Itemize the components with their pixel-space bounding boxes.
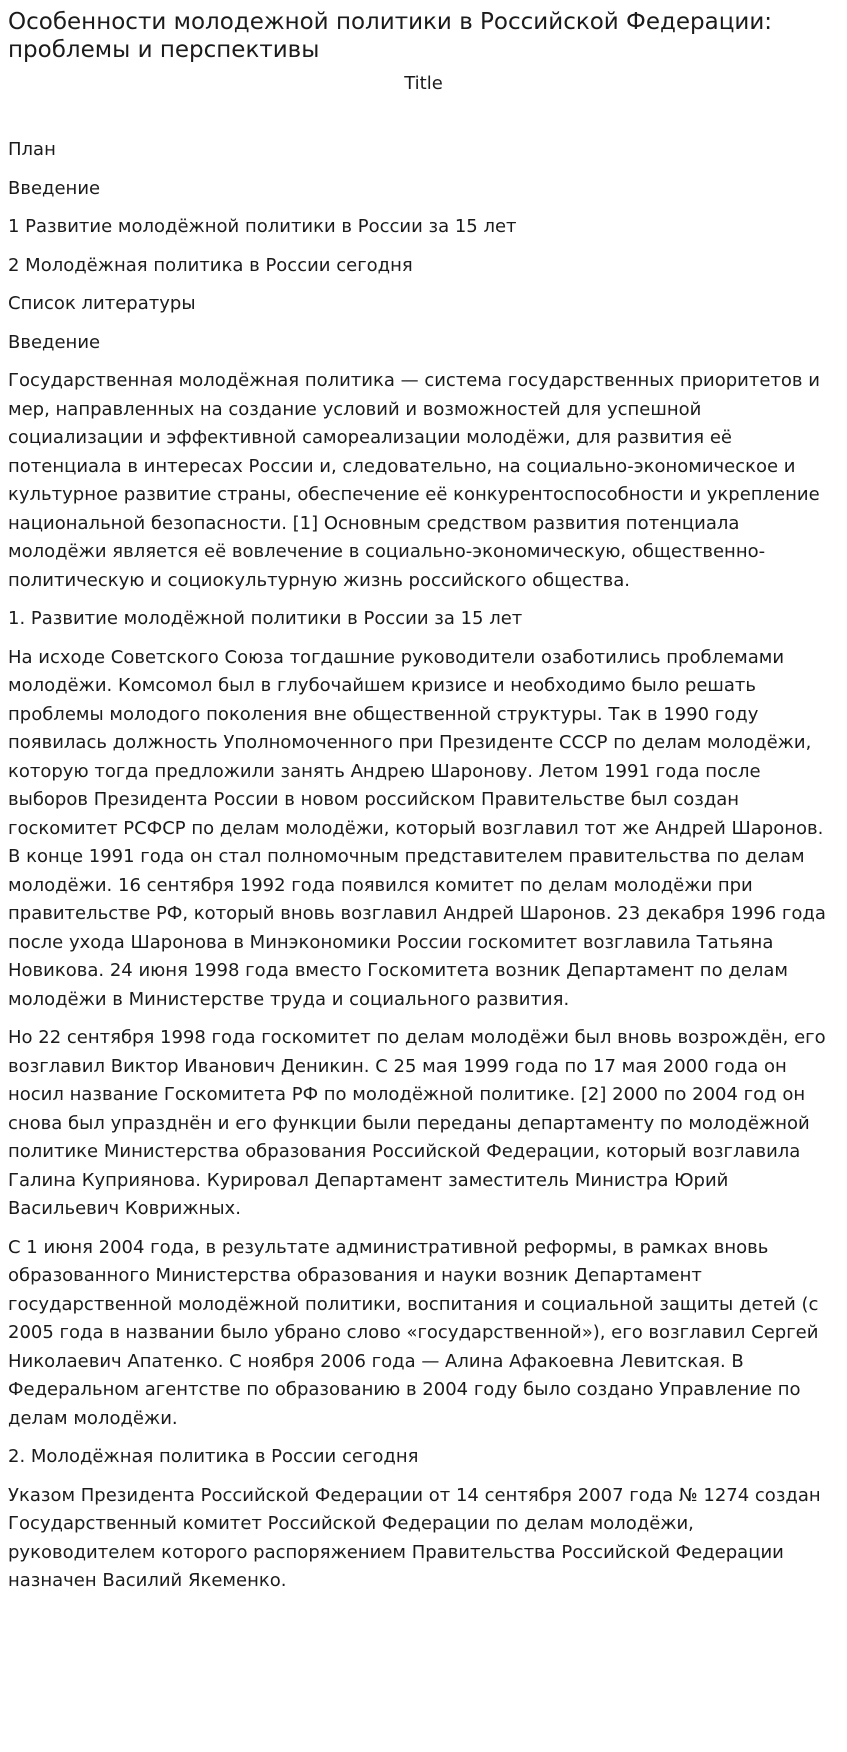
toc-item-introduction: Введение: [8, 177, 101, 199]
section-1-paragraph-2: Но 22 сентября 1998 года госкомитет по делам молодёжи был вновь возрождён, его возглавил Виктор Иванович Деникин. С 25 мая 1999 года по 17 мая 2000 года он носил название Госкомитета РФ по молодёжной политике. [2] 2000 по 2004 год он снова был упразднён и его функции были переданы департаменту по молодёжной политике Министерства образования Российской Федерации, который возглавила Галина Куприянова. Курировал Департамент заместитель Министра Юрий Васильевич Коврижных.: [8, 1027, 826, 1219]
toc-item-section-2: 2 Молодёжная политика в России сегодня: [8, 254, 413, 276]
document-heading: Особенности молодежной политики в Российской Федерации: проблемы и перспективы: [8, 9, 773, 63]
section-heading-2: 2. Молодёжная политика в России сегодня: [8, 1446, 419, 1467]
section-heading-introduction: Введение: [8, 331, 101, 353]
plan-label: План: [8, 139, 56, 160]
document-title: Title: [404, 73, 443, 94]
document-body: [8, 136, 839, 1596]
toc-item-references: Список литературы: [8, 293, 196, 314]
section-1-paragraph-1: На исходе Советского Союза тогдашние руководители озаботились проблемами молодёжи. Комсомол был в глубочайшем кризисе и необходимо было решать проблемы молодого поколения вне общественной структуры. Так в 1990 году появилась должность Уполномоченного при Президенте СССР по делам молодёжи, которую тогда предложили занять Андрею Шаронову. Летом 1991 года после выборов Президента России в новом российском Правительстве был создан госкомитет РСФСР по делам молодёжи, который возглавил тот же Андрей Шаронов. В конце 1991 года он стал полномочным представителем правительства по делам молодёжи. 16 сентября 1992 года появился комитет по делам молодёжи при правительстве РФ, который вновь возглавил Андрей Шаронов. 23 декабря 1996 года после ухода Шаронова в Минэкономики России госкомитет возглавила Татьяна Новикова. 24 июня 1998 года вместо Госкомитета возник Департамент по делам молодёжи в Министерстве труда и социального развития.: [8, 646, 826, 1010]
section-1-paragraph-3: С 1 июня 2004 года, в результате административной реформы, в рамках вновь образованного Министерства образования и науки возник Департамент государственной молодёжной политики, воспитания и социальной защиты детей (с 2005 года в названии было убрано слово «государственной»), его возглавил Сергей Николаевич Апатенко. С ноября 2006 года — Алина Афакоевна Левитская. В Федеральном агентстве по образованию в 2004 году было создано Управление по делам молодёжи.: [8, 1236, 819, 1429]
section-2-paragraph-1: Указом Президента Российской Федерации от 14 сентября 2007 года № 1274 создан Государственный комитет Российской Федерации по делам молодёжи, руководителем которого распоряжением Правительства Российской Федерации назначен Василий Якеменко.: [8, 1484, 821, 1591]
introduction-paragraph: Государственная молодёжная политика — система государственных приоритетов и мер, направленных на создание условий и возможностей для успешной социализации и эффективной самореализации молодёжи, для развития её потенциала в интересах России и, следовательно, на социально-экономическое и культурное развитие страны, обеспечение её конкурентоспособности и укрепление национальной безопасности. [1] Основным средством развития потенциала молодёжи является её вовлечение в социально-экономическую, общественно-политическую и социокультурную жизнь российского общества.: [8, 370, 820, 591]
section-heading-1: 1. Развитие молодёжной политики в России за 15 лет: [8, 608, 523, 629]
toc-item-section-1: 1 Развитие молодёжной политики в России за 15 лет: [8, 216, 517, 237]
